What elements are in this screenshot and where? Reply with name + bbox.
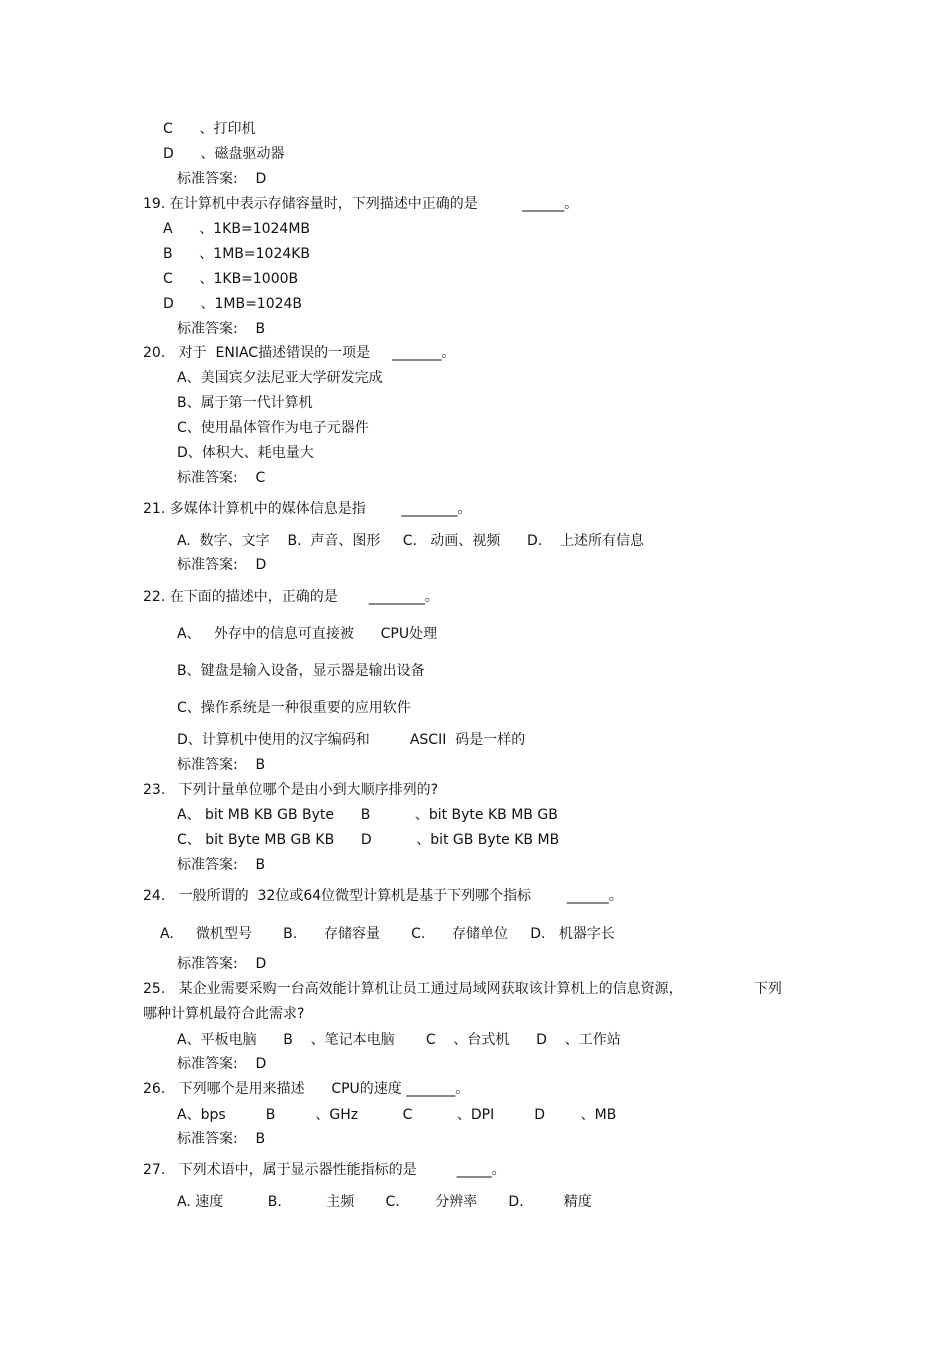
option-line: B、键盘是输入设备，显示器是输出设备 — [177, 663, 425, 679]
answer-line: 标准答案: B — [177, 757, 266, 773]
answer-line: 标准答案: B — [177, 857, 266, 873]
question-line: 21. 多媒体计算机中的媒体信息是指 ________。 — [143, 501, 472, 517]
answer-line: 标准答案: D — [177, 1056, 267, 1072]
question-line: 19. 在计算机中表示存储容量时，下列描述中正确的是 ______。 — [143, 196, 579, 212]
option-line: A 、1KB=1024MB — [163, 221, 311, 237]
question-line: 27. 下列术语中，属于显示器性能指标的是 _____。 — [143, 1162, 506, 1178]
option-line: A. 速度 B. 主频 C. 分辨率 D. 精度 — [177, 1194, 592, 1210]
question-line: 20. 对于 ENIAC描述错误的一项是 _______。 — [143, 345, 456, 361]
option-line: C、使用晶体管作为电子元器件 — [177, 420, 369, 436]
answer-line: 标准答案: D — [177, 557, 267, 573]
option-line: D 、1MB=1024B — [163, 296, 303, 312]
option-line: A、平板电脑 B 、笔记本电脑 C 、台式机 D 、工作站 — [177, 1032, 621, 1048]
answer-line: 标准答案: D — [177, 956, 267, 972]
option-line: A、bps B 、GHz C 、DPI D 、MB — [177, 1107, 617, 1123]
option-line: C、 bit Byte MB GB KB D 、bit GB Byte KB MB — [177, 832, 560, 848]
question-line: 23. 下列计量单位哪个是由小到大顺序排列的? — [143, 782, 439, 798]
option-line: C 、1KB=1000B — [163, 271, 299, 287]
question-line: 哪种计算机最符合此需求? — [143, 1006, 305, 1022]
option-line: A、 外存中的信息可直接被 CPU处理 — [177, 626, 438, 642]
answer-line: 标准答案: D — [177, 171, 267, 187]
option-line: B、属于第一代计算机 — [177, 395, 313, 411]
option-line: A. 微机型号 B. 存储容量 C. 存储单位 D. 机器字长 — [160, 926, 615, 942]
option-line: A. 数字、文字 B. 声音、图形 C. 动画、视频 D. 上述所有信息 — [177, 533, 644, 549]
question-line: 24. 一般所谓的 32位或64位微型计算机是基于下列哪个指标 ______。 — [143, 888, 623, 904]
answer-line: 标准答案: C — [177, 470, 266, 486]
question-line: 25. 某企业需要采购一台高效能计算机让员工通过局域网获取该计算机上的信息资源， 下列 — [143, 981, 782, 997]
option-line: D、计算机中使用的汉字编码和 ASCII 码是一样的 — [177, 732, 526, 748]
answer-line: 标准答案: B — [177, 321, 266, 337]
option-line: A、美国宾夕法尼亚大学研发完成 — [177, 370, 383, 386]
option-line: B 、1MB=1024KB — [163, 246, 311, 262]
question-line: 26. 下列哪个是用来描述 CPU的速度 _______。 — [143, 1081, 470, 1097]
option-line: D 、磁盘驱动器 — [163, 146, 285, 162]
option-line: D、体积大、耗电量大 — [177, 445, 314, 461]
option-line: C、操作系统是一种很重要的应用软件 — [177, 700, 411, 716]
option-line: A、 bit MB KB GB Byte B 、bit Byte KB MB GB — [177, 807, 558, 823]
answer-line: 标准答案: B — [177, 1131, 266, 1147]
question-line: 22. 在下面的描述中，正确的是 ________。 — [143, 589, 439, 605]
option-line: C 、打印机 — [163, 121, 256, 137]
